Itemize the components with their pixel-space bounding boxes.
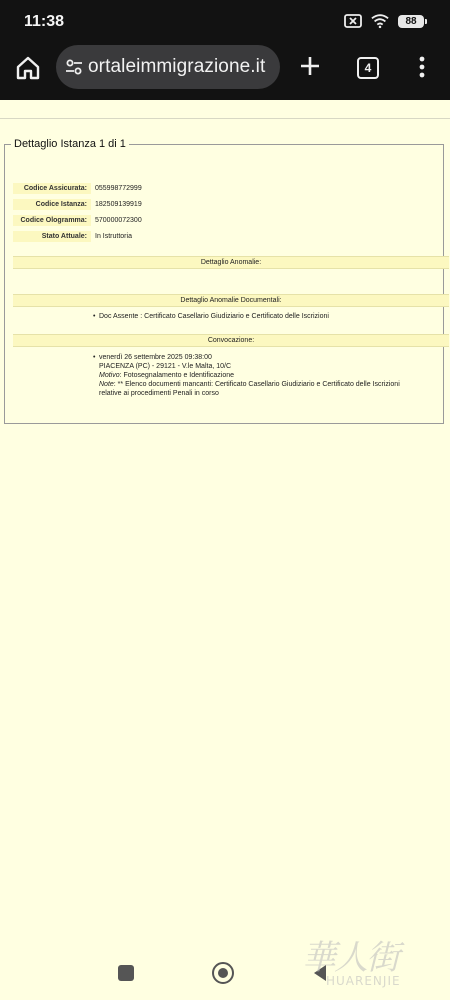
plus-icon[interactable]: [298, 54, 322, 78]
motivo-label: Motivo: [99, 372, 120, 379]
convocazione-motivo: [99, 371, 413, 380]
info-value: In Istruttoria: [95, 232, 132, 240]
info-row: [13, 196, 142, 212]
convocazione-note: [99, 380, 413, 389]
info-label: Codice Istanza:: [13, 199, 91, 210]
url-text[interactable]: ortaleimmigrazione.it: [88, 56, 266, 77]
battery-icon: 88: [398, 15, 424, 28]
info-label: Codice Ologramma:: [13, 215, 91, 226]
detail-legend: Dettaglio Istanza 1 di 1: [14, 138, 126, 150]
note-label: Note: [99, 381, 114, 388]
watermark-cn: 華人街: [302, 938, 398, 978]
watermark-en: HUARENJIE: [326, 974, 401, 988]
info-row: [13, 180, 142, 196]
page-divider: [0, 118, 450, 119]
motivo-value: : Fotosegnalamento e Identificazione: [119, 372, 235, 379]
info-label: Codice Assicurata:: [13, 183, 91, 194]
convocazione-address: PIACENZA (PC) - 29121 - V.le Malta, 10/C: [99, 363, 232, 370]
anomalie-doc-header: Dettaglio Anomalie Documentali:: [13, 294, 449, 307]
more-vert-icon[interactable]: [418, 56, 426, 78]
info-value: 182509139919: [95, 200, 142, 208]
browser-chrome: [0, 0, 450, 100]
convocazione-list: [93, 353, 413, 398]
info-row: [13, 212, 142, 228]
home-icon[interactable]: [14, 54, 42, 82]
info-table: [13, 180, 142, 244]
url-bar[interactable]: [56, 45, 280, 89]
wifi-icon: [371, 12, 389, 30]
tune-icon[interactable]: [64, 57, 84, 77]
list-item: • Doc Assente : Certificato Casellario Giudiziario e Certificato delle Iscrizioni: [93, 312, 329, 321]
convocazione-date: • venerdì 26 settembre 2025 09:38:00: [99, 354, 212, 361]
list-item: [93, 353, 413, 398]
info-value: 055998772999: [95, 184, 142, 192]
info-row: [13, 228, 142, 244]
anomalie-header: Dettaglio Anomalie:: [13, 256, 449, 269]
info-label: Stato Attuale:: [13, 231, 91, 242]
home-circle-icon[interactable]: [212, 962, 234, 984]
status-time: 11:38: [24, 13, 65, 30]
notification-off-icon: [344, 12, 362, 30]
tabs-icon[interactable]: 4: [357, 57, 379, 79]
info-value: 570000072300: [95, 216, 142, 224]
status-icons: [344, 12, 424, 30]
detail-fieldset: [4, 138, 444, 424]
recents-icon[interactable]: [118, 965, 134, 981]
note-value: : ** Elenco documenti mancanti: Certificato Casellario Giudiziario e Certificato delle Iscrizioni: [113, 381, 400, 388]
watermark-logo: [298, 930, 448, 996]
anomalie-doc-list: [93, 312, 329, 321]
convocazione-note-cont: relative ai procedimenti Penali in corso: [99, 390, 219, 397]
convocazione-header: Convocazione:: [13, 334, 449, 347]
